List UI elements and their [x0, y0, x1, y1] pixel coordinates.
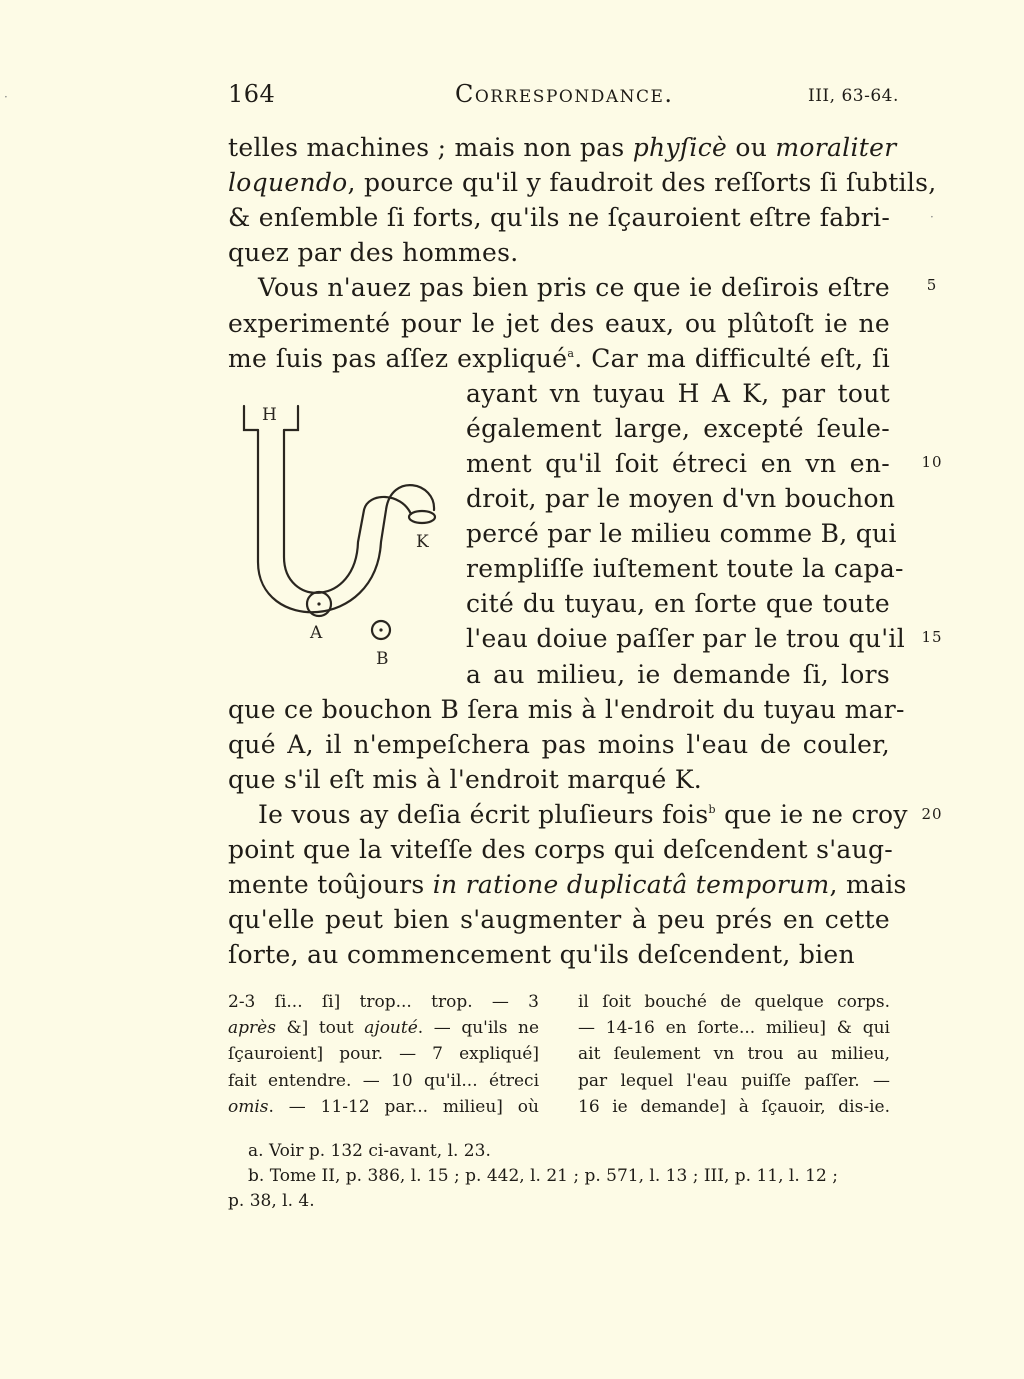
text-line: rempliſſe iuſtement toute la capa- [466, 554, 904, 584]
label-k: K [416, 532, 429, 552]
text-line: Ie vous ay deſia écrit pluſieurs fois$^b$ que ie ne croy [258, 799, 908, 829]
variant-line: il ſoit bouché de quelque corps. [578, 992, 890, 1012]
variant-line: 2-3 ſi... ſi] trop... trop. — 3 [228, 992, 539, 1012]
variant-line: fait entendre. — 10 qu'il... étreci [228, 1070, 539, 1091]
text-line: a au milieu, ie demande ſi, lors [466, 659, 890, 689]
tube-inner-wall [284, 430, 411, 593]
footnote: p. 38, l. 4. [228, 1191, 315, 1211]
text-line: point que la viteſſe des corps qui deſcendent s'aug- [228, 835, 894, 864]
text-line: également large, excepté ſeule- [466, 413, 890, 443]
running-title: Correspondance. [455, 80, 674, 108]
text-line: telles machines ; mais non pas phyſicè ou moraliter [228, 133, 897, 162]
line-number: 10 [921, 453, 943, 471]
text-line: percé par le milieu comme B, qui [466, 519, 897, 549]
tube-figure [226, 392, 456, 682]
text-line: ment qu'il ſoit étreci en vn en- [466, 448, 890, 478]
text-line: cité du tuyau, en ſorte que toute [466, 589, 890, 619]
variant-line: 16 ie demande] à ſçauoir, dis-ie. [578, 1096, 890, 1117]
tube-rim-left [244, 406, 258, 430]
stray-mark: · [4, 90, 8, 104]
text-line: ſorte, au commencement qu'ils deſcendent, bien [228, 940, 855, 970]
label-a: A [310, 623, 323, 643]
text-line: que ce bouchon B ſera mis à l'endroit du tuyau mar- [228, 694, 905, 724]
variant-line: après &] tout ajouté. — qu'ils ne [228, 1018, 540, 1039]
text-line: Vous n'auez pas bien pris ce que ie deſirois eſtre [258, 273, 890, 303]
text-line: l'eau doiue paſſer par le trou qu'il [466, 624, 906, 654]
text-line: me ſuis pas aſſez expliqué$^a$. Car ma difficulté eſt, ſi [228, 343, 891, 373]
text-line: droit, par le moyen d'vn bouchon [466, 484, 896, 513]
footnote: b. Tome II, p. 386, l. 15 ; p. 442, l. 21 ; p. 571, l. 13 ; III, p. 11, l. 12 ; [248, 1166, 838, 1186]
line-number: 15 [921, 628, 943, 646]
text-line: loquendo, pource qu'il y faudroit des reſſorts ſi ſubtils, [228, 168, 937, 198]
line-number: 20 [921, 805, 943, 823]
text-line: que s'il eſt mis à l'endroit marqué K. [228, 764, 703, 794]
footnote: a. Voir p. 132 ci-avant, l. 23. [248, 1141, 491, 1161]
variant-line: omis. — 11-12 par... milieu] où [228, 1096, 539, 1117]
text-line: & enſemble ſi forts, qu'ils ne ſçauroient eſtre fabri- [228, 203, 891, 233]
variant-line: par lequel l'eau puiſſe paſſer. — [578, 1070, 890, 1091]
variant-line: — 14-16 en ſorte... milieu] & qui [578, 1018, 890, 1039]
volume-reference: III, 63-64. [808, 86, 899, 106]
text-line: ayant vn tuyau H A K, par tout [466, 378, 890, 408]
page-number: 164 [228, 80, 276, 108]
text-line: quez par des hommes. [228, 238, 519, 268]
text-line: mente toûjours in ratione duplicatâ temporum, mais [228, 870, 907, 900]
tube-rim-right [284, 406, 298, 430]
variant-line: ſçauroient] pour. — 7 expliqué] [228, 1044, 539, 1065]
text-line: experimenté pour le jet des eaux, ou plûtoſt ie ne [228, 308, 890, 338]
label-h: H [262, 405, 277, 425]
text-line: qué A, il n'empeſchera pas moins l'eau de couler, [228, 729, 890, 759]
line-number: 5 [926, 276, 938, 294]
text-line: qu'elle peut bien s'augmenter à peu prés en cette [228, 905, 890, 935]
tube-opening-k [409, 511, 435, 523]
stray-mark: · [930, 210, 934, 224]
variant-line: ait ſeulement vn trou au milieu, [578, 1044, 890, 1065]
label-b: B [376, 649, 389, 669]
